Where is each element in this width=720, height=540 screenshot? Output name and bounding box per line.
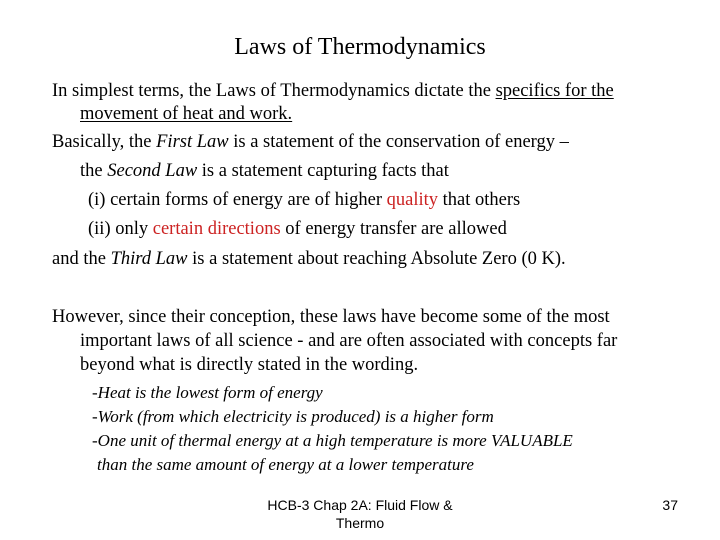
slide-title: Laws of Thermodynamics (234, 34, 486, 60)
first-law-term: First Law (156, 132, 229, 152)
text-span: Basically, the (52, 132, 157, 152)
paragraph-3-line-3: beyond what is directly stated in the wording. (80, 355, 419, 375)
text-span: and the (52, 249, 111, 269)
paragraph-1-line-2 (80, 103, 292, 125)
quality-highlight: quality (386, 190, 439, 210)
directions-highlight: certain directions (152, 219, 281, 239)
underlined-phrase-1: specifics for the (495, 81, 614, 101)
note-line-4: than the same amount of energy at a lower temperature (97, 455, 474, 474)
paragraph-2-line-1 (52, 131, 569, 153)
text-span: is a statement capturing facts that (197, 161, 449, 181)
page-number: 37 (662, 497, 678, 513)
third-law-term: Third Law (110, 249, 188, 269)
paragraph-2-line-4 (88, 218, 507, 240)
underlined-phrase-2: movement of heat and work. (80, 104, 293, 124)
paragraph-2-line-3 (88, 189, 520, 211)
footer-line-2: Thermo (335, 515, 385, 531)
footer-line-1: HCB-3 Chap 2A: Fluid Flow & (267, 497, 453, 513)
paragraph-1-text: In simplest terms, the Laws of Thermodynamics dictate the (52, 81, 496, 101)
note-line-2: -Work (from which electricity is produced) is a higher form (92, 407, 494, 426)
text-span: is a statement about reaching Absolute Zero (0 K). (187, 249, 566, 269)
paragraph-2-line-2 (80, 160, 449, 182)
text-span: (i) certain forms of energy are of higher (88, 190, 387, 210)
text-span: the (80, 161, 108, 181)
text-span: that others (438, 190, 521, 210)
slide-footer (250, 496, 470, 532)
note-line-1: -Heat is the lowest form of energy (92, 383, 323, 402)
text-span: (ii) only (88, 219, 153, 239)
paragraph-2-line-5 (52, 248, 566, 270)
paragraph-1-line-1 (52, 80, 614, 102)
text-span: of energy transfer are allowed (280, 219, 507, 239)
text-span: is a statement of the conservation of energy – (228, 132, 569, 152)
note-line-3: -One unit of thermal energy at a high temperature is more VALUABLE (92, 431, 573, 450)
second-law-term: Second Law (107, 161, 198, 181)
paragraph-3-line-2: important laws of all science - and are often associated with concepts far (80, 331, 618, 351)
paragraph-3-line-1: However, since their conception, these laws have become some of the most (52, 307, 610, 327)
